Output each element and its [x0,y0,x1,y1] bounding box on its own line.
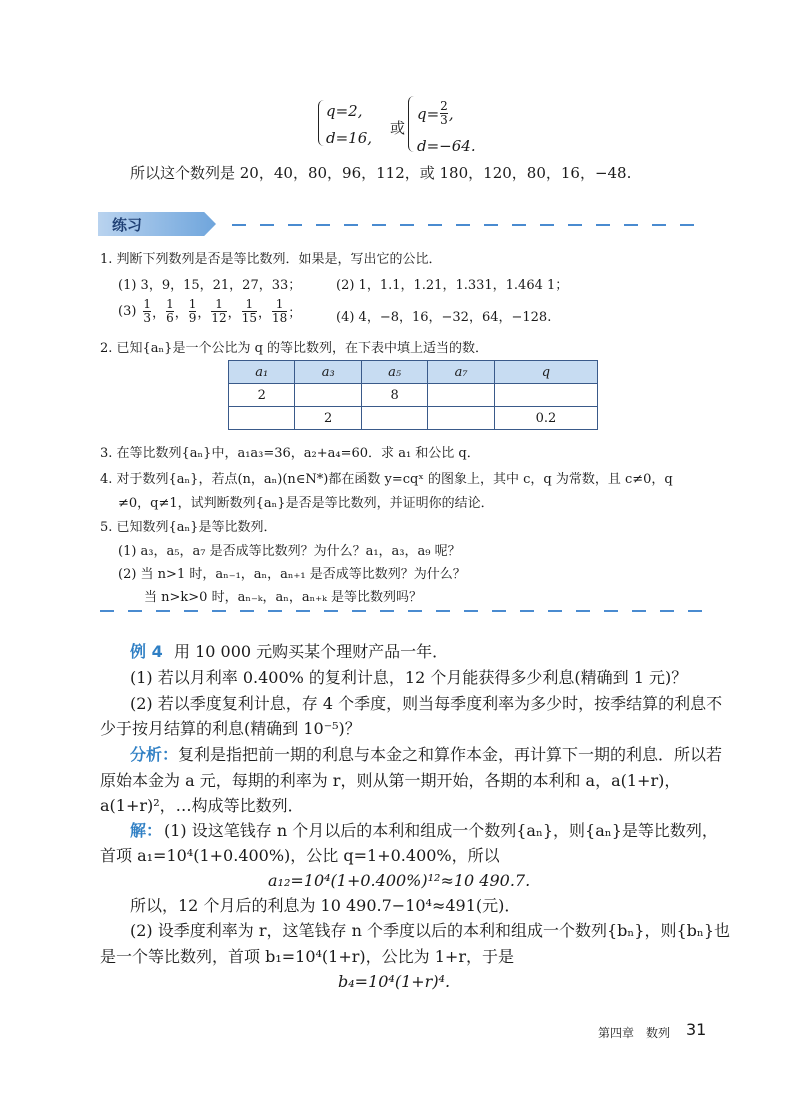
fraction-1-15: $\frac{1}{15}$ [241,297,257,325]
example-question-1: (1) 若以月利率 0.400% 的复利计息，12 个月能获得多少利息(精确到 1 元)？ [130,668,688,687]
fraction-1-6: $\frac{1}{6}$ [166,297,174,325]
system-2-q-prefix: q= [417,104,440,123]
exercise-header-title: 练习 [112,216,143,234]
table-cell [361,407,427,430]
table-header-cell: q [494,361,597,384]
table-header-cell: a₇ [428,361,494,384]
exercise-problem-4-line-1: 4. 对于数列{aₙ}，若点(n，aₙ)(n∈N*)都在函数 y=cqˣ 的图象上，其中 c，q 为常数，且 c≠0，q [100,472,673,487]
fraction-denominator: 3 [440,113,448,127]
analysis-line-3: a(1+r)²，…构成等比数列． [100,796,304,815]
system-2-brace [408,96,417,152]
exercise-problem-2: 2. 已知{aₙ}是一个公比为 q 的等比数列，在下表中填上适当的数． [100,341,489,356]
formula-b4: b₄=10⁴(1+r)⁴. [338,972,451,991]
table-cell [295,384,361,407]
table-cell [428,407,494,430]
analysis-line-1: 复利是指把前一期的利息与本金之和算作本金，再计算下一期的利息．所以若 [178,745,723,764]
exercise-problem-1: 1. 判断下列数列是否是等比数列．如果是，写出它的公比． [100,252,442,267]
table-header-cell: a₃ [295,361,361,384]
solution-label: 解： [130,821,163,840]
table-cell [428,384,494,407]
fraction-two-thirds [440,100,448,127]
table-cell [229,407,295,430]
table-row [229,384,598,407]
system-2-d: d=−64. [417,137,476,155]
page-number: 31 [686,1020,707,1039]
system-2-q [417,100,454,127]
analysis-line-2: 原始本金为 a 元，每期的利率为 r，则从第一期开始，各期的本利和 a，a(1+r)， [100,771,681,790]
table-cell: 0.2 [494,407,597,430]
system-2-q-suffix: , [448,104,454,123]
table-row [229,407,598,430]
part-3-label: (3) [118,304,137,319]
exercise-problem-3: 3. 在等比数列{aₙ}中，a₁a₃=36，a₂+a₄=60．求 a₁ 和公比 q． [100,446,480,461]
table-header-cell: a₅ [361,361,427,384]
table-cell: 8 [361,384,427,407]
system-1-d: d=16, [326,129,373,147]
example-intro: 用 10 000 元购买某个理财产品一年． [174,642,449,661]
fraction-1-3: $\frac{1}{3}$ [143,297,152,325]
exercise-problem-1-part-1: (1) 3，9，15，21，27，33； [118,278,302,293]
exercise-problem-5: 5. 已知数列{aₙ}是等比数列． [100,520,277,535]
solution-1-line-3: 所以，12 个月后的利息为 10 490.7−10⁴≈491(元)． [130,896,521,915]
footer-chapter: 第四章 数列 [598,1026,671,1040]
formula-a12: a₁₂=10⁴(1+0.400%)¹²≈10 490.7. [268,871,531,890]
fill-in-table [228,360,598,430]
table-cell: 2 [229,384,295,407]
example-question-2-line-2: 少于按月结算的利息(精确到 10⁻⁵)？ [100,719,361,738]
system-1-q: q=2, [326,102,363,120]
fraction-1-9: $\frac{1}{9}$ [188,297,197,325]
table-header-cell: a₁ [229,361,295,384]
exercise-problem-5-part-3: 当 n>k>0 时，aₙ₋ₖ，aₙ，aₙ₊ₖ 是等比数列吗？ [144,590,423,605]
exercise-problem-5-part-2: (2) 当 n>1 时，aₙ₋₁，aₙ，aₙ₊₁ 是否成等比数列？为什么？ [118,567,466,582]
sequence-conclusion: 所以这个数列是 20，40，80，96，112，或 180，120，80，16，−48. [130,164,632,182]
exercise-problem-1-part-4: (4) 4，−8，16，−32，64，−128. [336,310,552,325]
fraction-numerator: 2 [440,99,448,113]
example-label: 例 4 [130,642,163,661]
or-word: 或 [390,119,406,137]
fraction-1-18: $\frac{1}{18}$ [271,297,288,325]
exercise-problem-1-part-2: (2) 1，1.1，1.21，1.331，1.464 1； [336,278,569,293]
solution-2-line-1: (2) 设季度利率为 r，这笔钱存 n 个季度以后的本利和组成一个数列{bₙ}，则{bₙ}也 [130,921,731,940]
example-question-2-line-1: (2) 若以季度复利计息，存 4 个季度，则当每季度利率为多少时，按季结算的利息不 [130,694,723,713]
solution-2-line-2: 是一个等比数列，首项 b₁=10⁴(1+r)，公比为 1+r，于是 [100,947,514,966]
table-header-row [229,361,598,384]
solution-1-line-1: (1) 设这笔钱存 n 个月以后的本利和组成一个数列{aₙ}，则{aₙ}是等比数列， [164,821,718,840]
analysis-label: 分析： [130,745,179,764]
table-cell [494,384,597,407]
solution-1-line-2: 首项 a₁=10⁴(1+0.400%)，公比 q=1+0.400%，所以 [100,846,500,865]
fraction-1-12: $\frac{1}{12}$ [211,297,227,325]
exercise-problem-5-part-1: (1) a₃，a₅，a₇ 是否成等比数列？为什么？a₁，a₃，a₉ 呢？ [118,544,461,559]
exercise-problem-1-part-3: (3) $\frac{1}{3}$ ， $\frac{1}{6}$ ， $\frac{1}{9}$ ， $\frac{1}{12}$ ， $\frac{1}{15}$ ， $\frac{1}{18}$ ； [118,297,302,325]
table-cell: 2 [295,407,361,430]
exercise-problem-4-line-2: ≠0，q≠1，试判断数列{aₙ}是否是等比数列，并证明你的结论． [118,496,494,511]
